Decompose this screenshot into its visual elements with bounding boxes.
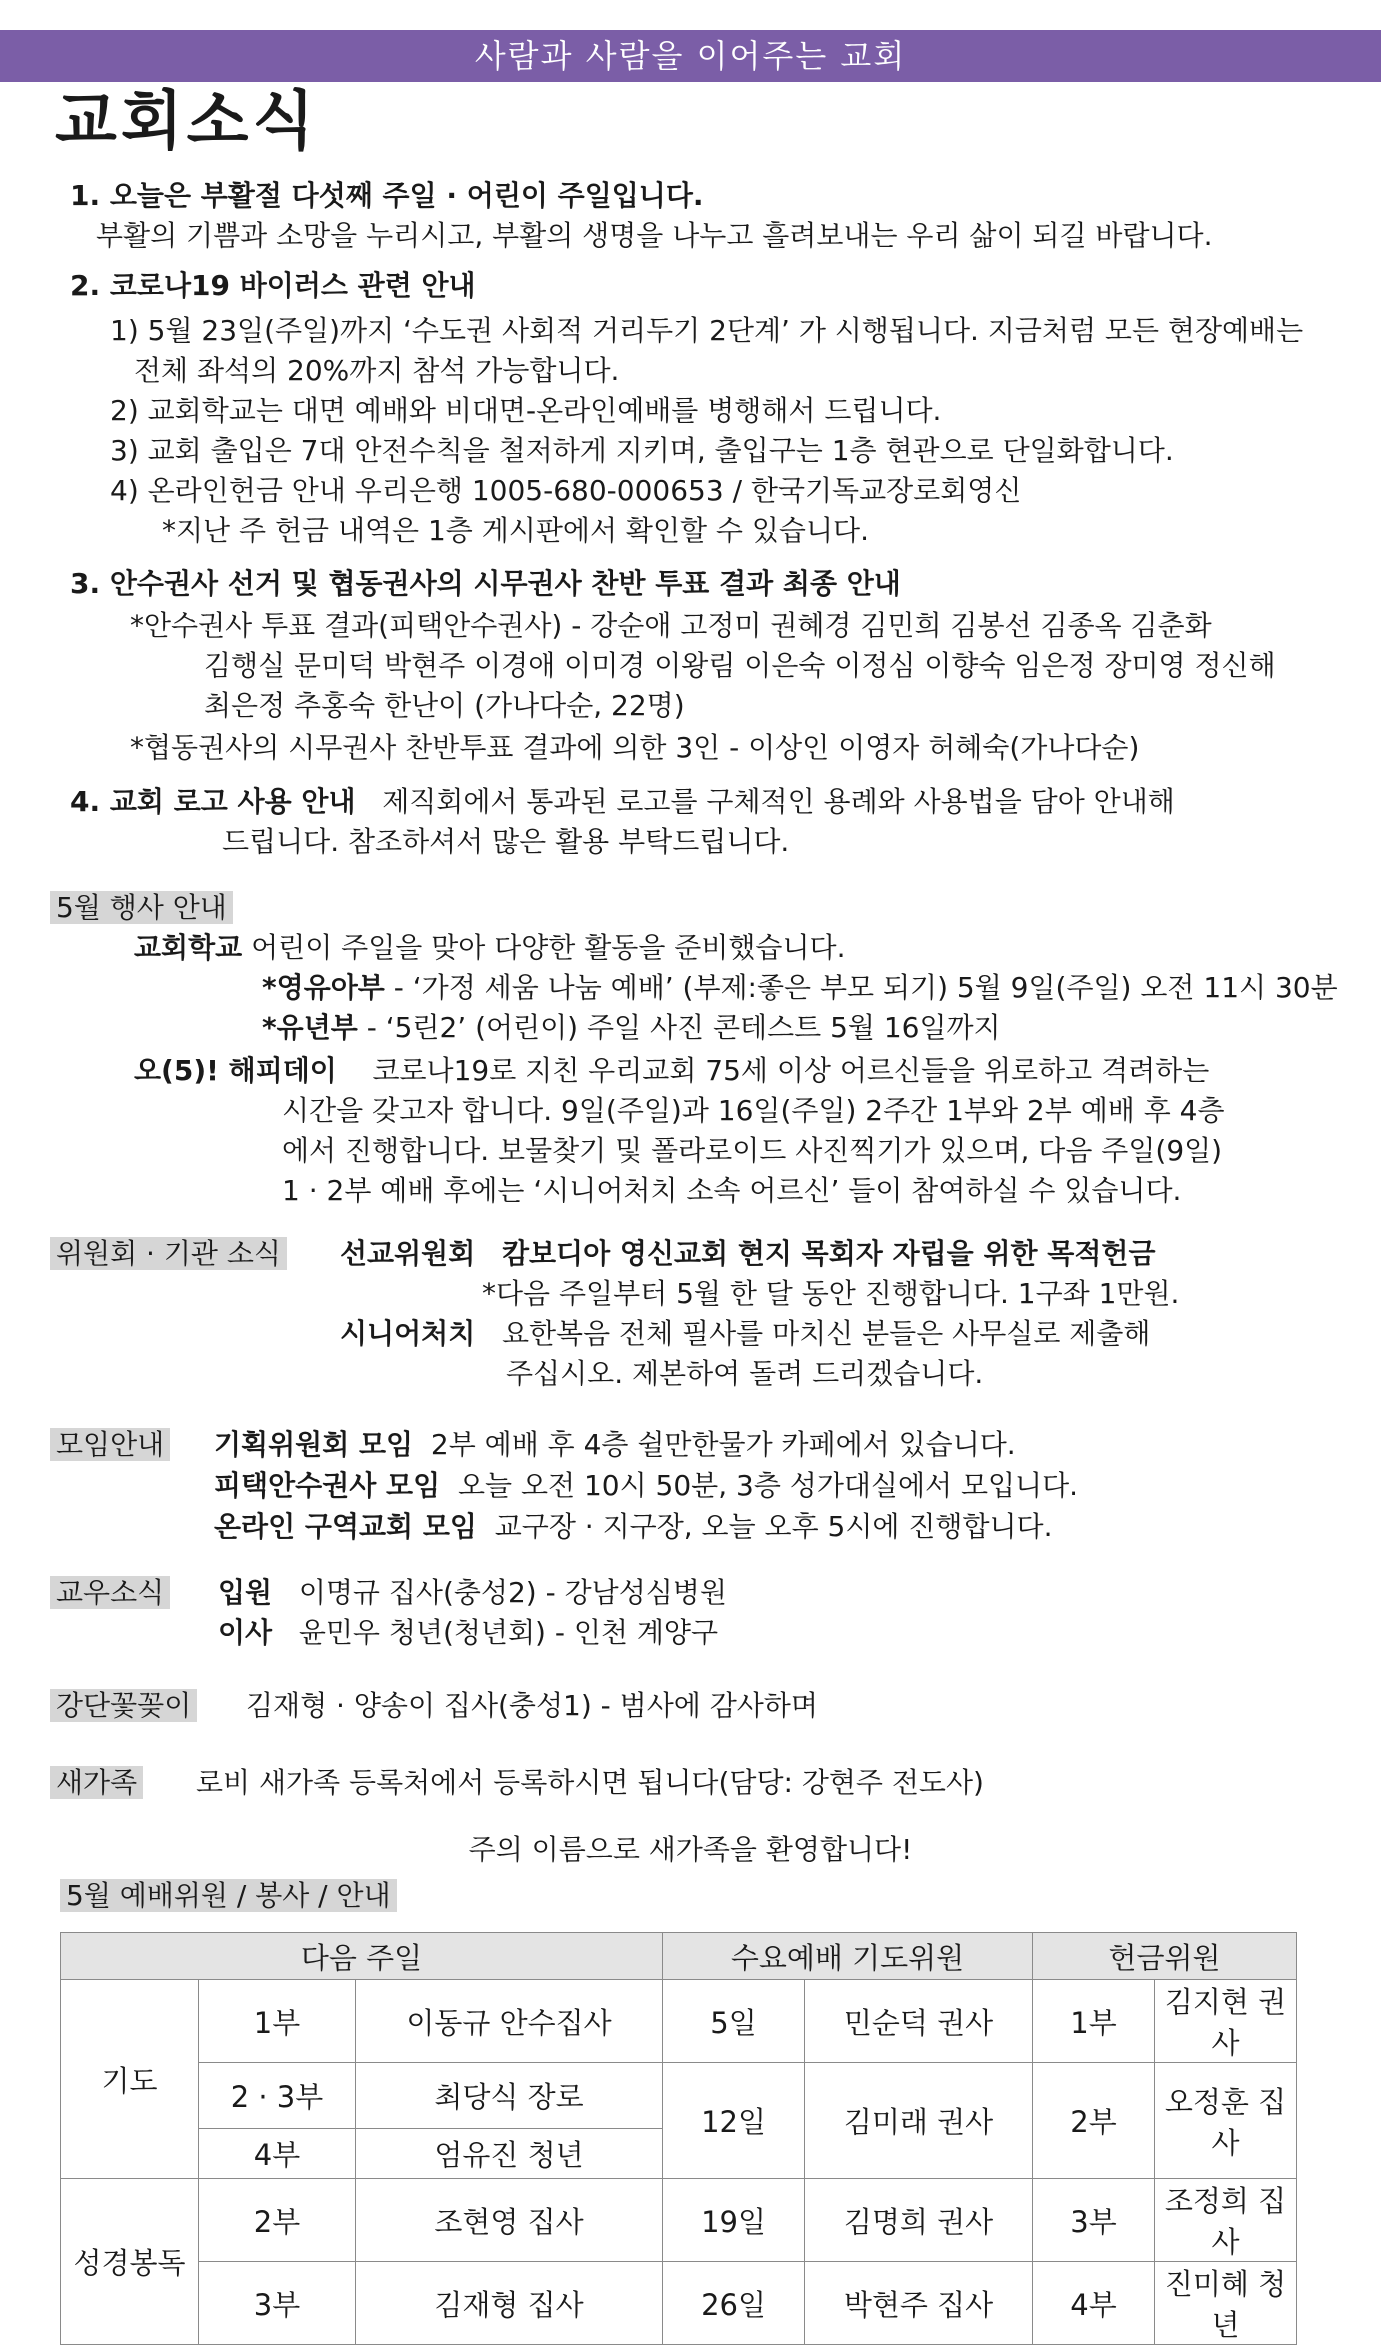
- table-cell: 3부: [1033, 2179, 1155, 2262]
- prayer-label: 기도: [61, 1980, 199, 2179]
- notice-2-line: *지난 주 헌금 내역은 1층 게시판에서 확인할 수 있습니다.: [162, 514, 869, 547]
- notice-2-heading: 2. 코로나19 바이러스 관련 안내: [70, 269, 476, 302]
- meeting-label: 기획위원회 모임: [214, 1428, 414, 1461]
- table-cell: 2 · 3부: [199, 2063, 356, 2129]
- meeting-text: 2부 예배 후 4층 쉴만한물가 카페에서 있습니다.: [430, 1428, 1016, 1461]
- newfamily-text: 로비 새가족 등록처에서 등록하시면 됩니다(담당: 강현주 전도사): [196, 1766, 984, 1799]
- notice-2-line: 1) 5월 23일(주일)까지 ‘수도권 사회적 거리두기 2단계’ 가 시행됩니다. 지금처럼 모든 현장예배는: [110, 314, 1304, 347]
- table-cell: 박현주 집사: [805, 2262, 1033, 2345]
- table-header: 다음 주일: [61, 1933, 663, 1980]
- meeting-label: 피택안수권사 모임: [214, 1469, 441, 1502]
- senior-label: 시니어처치: [340, 1317, 476, 1350]
- table-cell: 3부: [199, 2262, 356, 2345]
- mission-note: *다음 주일부터 5월 한 달 동안 진행합니다. 1구좌 1만원.: [482, 1277, 1180, 1310]
- happy-day-text: 코로나19로 지친 우리교회 75세 이상 어르신들을 위로하고 격려하는: [372, 1054, 1210, 1087]
- school-label: 교회학교: [134, 931, 243, 964]
- bible-reading-label: 성경봉독: [61, 2179, 199, 2345]
- kid-label: *유년부: [262, 1011, 358, 1044]
- table-cell: 4부: [1033, 2262, 1155, 2345]
- notice-2-line: 3) 교회 출입은 7대 안전수칙을 철저하게 지키며, 출입구는 1층 현관으로 단일화합니다.: [110, 434, 1174, 467]
- meeting-text: 오늘 오전 10시 50분, 3층 성가대실에서 모입니다.: [457, 1469, 1079, 1502]
- happy-day-text: 에서 진행합니다. 보물찾기 및 폴라로이드 사진찍기가 있으며, 다음 주일(9일): [282, 1134, 1223, 1167]
- flowers-text: 김재형 · 양송이 집사(충성1) - 범사에 감사하며: [246, 1689, 818, 1722]
- notice-4-line: [70, 782, 1175, 822]
- table-cell: 김지현 권사: [1155, 1980, 1297, 2063]
- hospital-label: 입원: [218, 1576, 273, 1609]
- table-cell: 진미혜 청년: [1155, 2262, 1297, 2345]
- meeting-label: 온라인 구역교회 모임: [214, 1510, 477, 1543]
- table-cell: 김명희 권사: [805, 2179, 1033, 2262]
- notice-2-line: 4) 온라인헌금 안내 우리은행 1005-680-000653 / 한국기독교장로회영신: [110, 474, 1022, 507]
- table-cell: 김미래 권사: [805, 2063, 1033, 2179]
- mission-label: 선교위원회: [340, 1237, 476, 1270]
- table-cell: 민순덕 권사: [805, 1980, 1033, 2063]
- infant-label: *영유아부: [262, 971, 385, 1004]
- notice-3-line: *안수권사 투표 결과(피택안수권사) - 강순애 고정미 권혜경 김민희 김봉선 김종옥 김춘화: [130, 609, 1212, 642]
- committee-section-label: 위원회 · 기관 소식: [50, 1234, 287, 1274]
- notice-2-line: 2) 교회학교는 대면 예배와 비대면-온라인예배를 병행해서 드립니다.: [110, 394, 942, 427]
- table-cell: 조정희 집사: [1155, 2179, 1297, 2262]
- table-cell: 4부: [199, 2129, 356, 2179]
- members-section-label: 교우소식: [50, 1573, 170, 1613]
- notice-1-body: 부활의 기쁨과 소망을 누리시고, 부활의 생명을 나누고 흘려보내는 우리 삶이 되길 바랍니다.: [96, 219, 1213, 252]
- kid-text: - ‘5린2’ (어린이) 주일 사진 콘테스트 5월 16일까지: [366, 1011, 1001, 1044]
- table-cell: 조현영 집사: [356, 2179, 663, 2262]
- table-cell: 1부: [199, 1980, 356, 2063]
- happy-day-label: 오(5)! 해피데이: [134, 1054, 337, 1087]
- table-cell: 엄유진 청년: [356, 2129, 663, 2179]
- table-header: 수요예배 기도위원: [663, 1933, 1033, 1980]
- table-cell: 12일: [663, 2063, 805, 2179]
- page-title: 교회소식: [55, 84, 319, 159]
- notice-4-text: 제직회에서 통과된 로고를 구체적인 용례와 사용법을 담아 안내해: [382, 785, 1175, 818]
- schedule-section-label: 5월 예배위원 / 봉사 / 안내: [60, 1876, 397, 1916]
- notice-4-heading: 4. 교회 로고 사용 안내: [70, 785, 356, 818]
- table-cell: 2부: [1033, 2063, 1155, 2179]
- notice-4-line: 드립니다. 참조하셔서 많은 활용 부탁드립니다.: [222, 825, 790, 858]
- notice-2-line: 전체 좌석의 20%까지 참석 가능합니다.: [134, 354, 620, 387]
- happy-day-text: 1 · 2부 예배 후에는 ‘시니어처치 소속 어르신’ 들이 참여하실 수 있습니다.: [282, 1174, 1182, 1207]
- top-banner: 사람과 사람을 이어주는 교회: [0, 30, 1381, 82]
- newfamily-section-label: 새가족: [50, 1763, 143, 1803]
- table-header: 헌금위원: [1033, 1933, 1297, 1980]
- move-label: 이사: [218, 1616, 273, 1649]
- table-cell: 26일: [663, 2262, 805, 2345]
- welcome-message: 주의 이름으로 새가족을 환영합니다!: [468, 1833, 913, 1866]
- meeting-section-label: 모임안내: [50, 1425, 170, 1465]
- table-cell: 김재형 집사: [356, 2262, 663, 2345]
- meeting-text: 교구장 · 지구장, 오늘 오후 5시에 진행합니다.: [494, 1510, 1053, 1543]
- flowers-section-label: 강단꽃꽂이: [50, 1686, 197, 1726]
- table-cell: 1부: [1033, 1980, 1155, 2063]
- move-text: 윤민우 청년(청년회) - 인천 계양구: [298, 1616, 718, 1649]
- hospital-text: 이명규 집사(충성2) - 강남성심병원: [298, 1576, 727, 1609]
- notice-3-line: 김행실 문미덕 박현주 이경애 이미경 이왕림 이은숙 이정심 이향숙 임은정 장미영 정신해: [204, 649, 1276, 682]
- table-cell: 5일: [663, 1980, 805, 2063]
- senior-text: 주십시오. 제본하여 돌려 드리겠습니다.: [506, 1357, 984, 1390]
- table-cell: 2부: [199, 2179, 356, 2262]
- senior-text: 요한복음 전체 필사를 마치신 분들은 사무실로 제출해: [501, 1317, 1151, 1350]
- infant-text: - ‘가정 세움 나눔 예배’ (부제:좋은 부모 되기) 5월 9일(주일) 오전 11시 30분: [393, 971, 1338, 1004]
- table-cell: 오정훈 집사: [1155, 2063, 1297, 2179]
- notice-3-line: 최은정 추홍숙 한난이 (가나다순, 22명): [204, 689, 685, 722]
- notice-1-heading: 1. 오늘은 부활절 다섯째 주일 · 어린이 주일입니다.: [70, 179, 704, 212]
- table-cell: 최당식 장로: [356, 2063, 663, 2129]
- table-cell: 19일: [663, 2179, 805, 2262]
- mission-text: 캄보디아 영신교회 현지 목회자 자립을 위한 목적헌금: [501, 1237, 1156, 1270]
- notice-3-heading: 3. 안수권사 선거 및 협동권사의 시무권사 찬반 투표 결과 최종 안내: [70, 567, 901, 600]
- table-cell: 이동규 안수집사: [356, 1980, 663, 2063]
- happy-day-text: 시간을 갖고자 합니다. 9일(주일)과 16일(주일) 2주간 1부와 2부 예배 후 4층: [282, 1094, 1225, 1127]
- schedule-table: [60, 1932, 1297, 2345]
- school-text: 어린이 주일을 맞아 다양한 활동을 준비했습니다.: [251, 931, 846, 964]
- notice-3-line: *협동권사의 시무권사 찬반투표 결과에 의한 3인 - 이상인 이영자 허혜숙(가나다순): [130, 731, 1140, 764]
- may-events-section-label: 5월 행사 안내: [50, 888, 233, 928]
